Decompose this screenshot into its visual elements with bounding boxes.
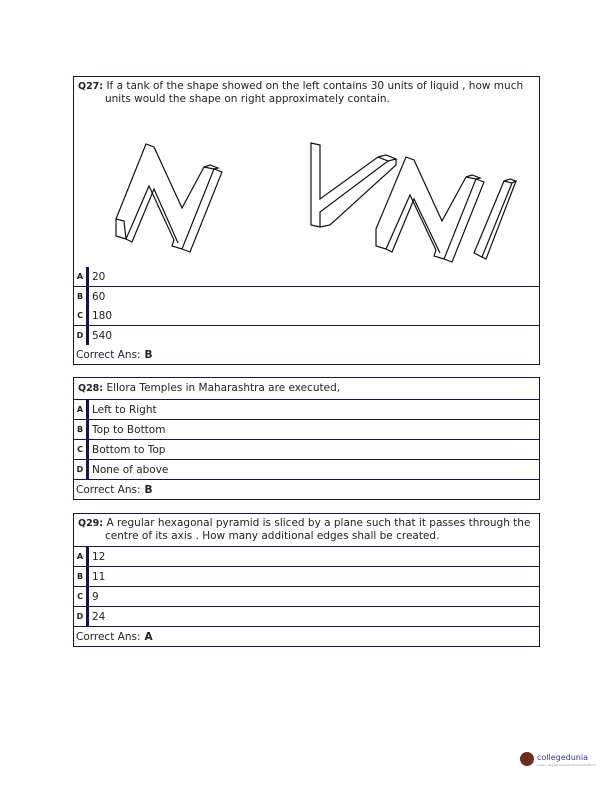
option-letter: B: [76, 572, 84, 581]
option-letter: A: [76, 405, 84, 414]
option-value: 9: [86, 587, 99, 606]
correct-answer: [74, 480, 539, 499]
option-d[interactable]: [74, 607, 539, 627]
option-value: 60: [86, 287, 105, 306]
answer-value: B: [144, 348, 153, 361]
option-letter: C: [77, 592, 83, 601]
correct-answer: [74, 627, 539, 646]
option-b[interactable]: [74, 420, 539, 440]
option-b[interactable]: [74, 567, 539, 587]
option-value: 11: [86, 567, 105, 586]
logo-name: collegedunia: [537, 753, 589, 762]
mascot-icon: [520, 752, 534, 766]
answer-value: A: [144, 630, 153, 643]
question-29: [73, 513, 540, 647]
option-d[interactable]: [74, 460, 539, 480]
question-line: units would the shape on right approximately contain.: [105, 93, 390, 105]
n-shape-figures: [74, 109, 538, 267]
question-27: [73, 76, 540, 365]
question-line: A regular hexagonal pyramid is sliced by a plane such that it passes through the: [106, 517, 531, 529]
answer-value: B: [144, 483, 153, 496]
option-d[interactable]: [74, 326, 539, 345]
answer-label: Correct Ans:: [76, 348, 141, 361]
option-value: 20: [86, 267, 105, 286]
logo-tagline: India's largest Student Review Platform: [537, 763, 597, 767]
question-number: Q28:: [78, 383, 104, 394]
question-number: Q29:: [78, 518, 104, 529]
option-b[interactable]: [74, 287, 539, 306]
shapes-figure: [74, 109, 539, 267]
collegedunia-logo: [520, 751, 596, 767]
option-c[interactable]: [74, 587, 539, 607]
option-value: Top to Bottom: [86, 420, 165, 439]
option-value: 180: [86, 306, 112, 325]
option-value: 24: [86, 607, 105, 626]
right-n-shape: [376, 157, 484, 262]
option-value: Bottom to Top: [86, 440, 165, 459]
question-line: Ellora Temples in Maharashtra are executed,: [106, 382, 341, 394]
option-letter: D: [76, 465, 84, 474]
answer-label: Correct Ans:: [76, 630, 141, 643]
question-text: [74, 514, 539, 547]
option-value: None of above: [86, 460, 168, 479]
question-28: [73, 377, 540, 500]
option-value: 540: [86, 326, 112, 345]
question-text: [74, 378, 539, 400]
option-value: Left to Right: [86, 400, 157, 419]
option-letter: D: [76, 331, 84, 340]
question-line: centre of its axis . How many additional edges shall be created.: [105, 530, 440, 542]
question-text: [74, 77, 539, 109]
option-letter: B: [76, 292, 84, 301]
option-letter: A: [76, 552, 84, 561]
left-n-shape: [116, 144, 222, 252]
option-a[interactable]: [74, 547, 539, 567]
option-letter: A: [76, 272, 84, 281]
option-a[interactable]: [74, 267, 539, 287]
question-number: Q27:: [78, 81, 104, 92]
correct-answer: [74, 345, 539, 364]
right-v-shape: [311, 143, 396, 227]
option-letter: D: [76, 612, 84, 621]
option-letter: C: [77, 445, 83, 454]
option-letter: C: [77, 311, 83, 320]
option-a[interactable]: [74, 400, 539, 420]
question-line: If a tank of the shape showed on the left contains 30 units of liquid , how much: [106, 80, 524, 92]
option-value: 12: [86, 547, 105, 566]
option-c[interactable]: [74, 306, 539, 326]
option-c[interactable]: [74, 440, 539, 460]
answer-label: Correct Ans:: [76, 483, 141, 496]
option-letter: B: [76, 425, 84, 434]
